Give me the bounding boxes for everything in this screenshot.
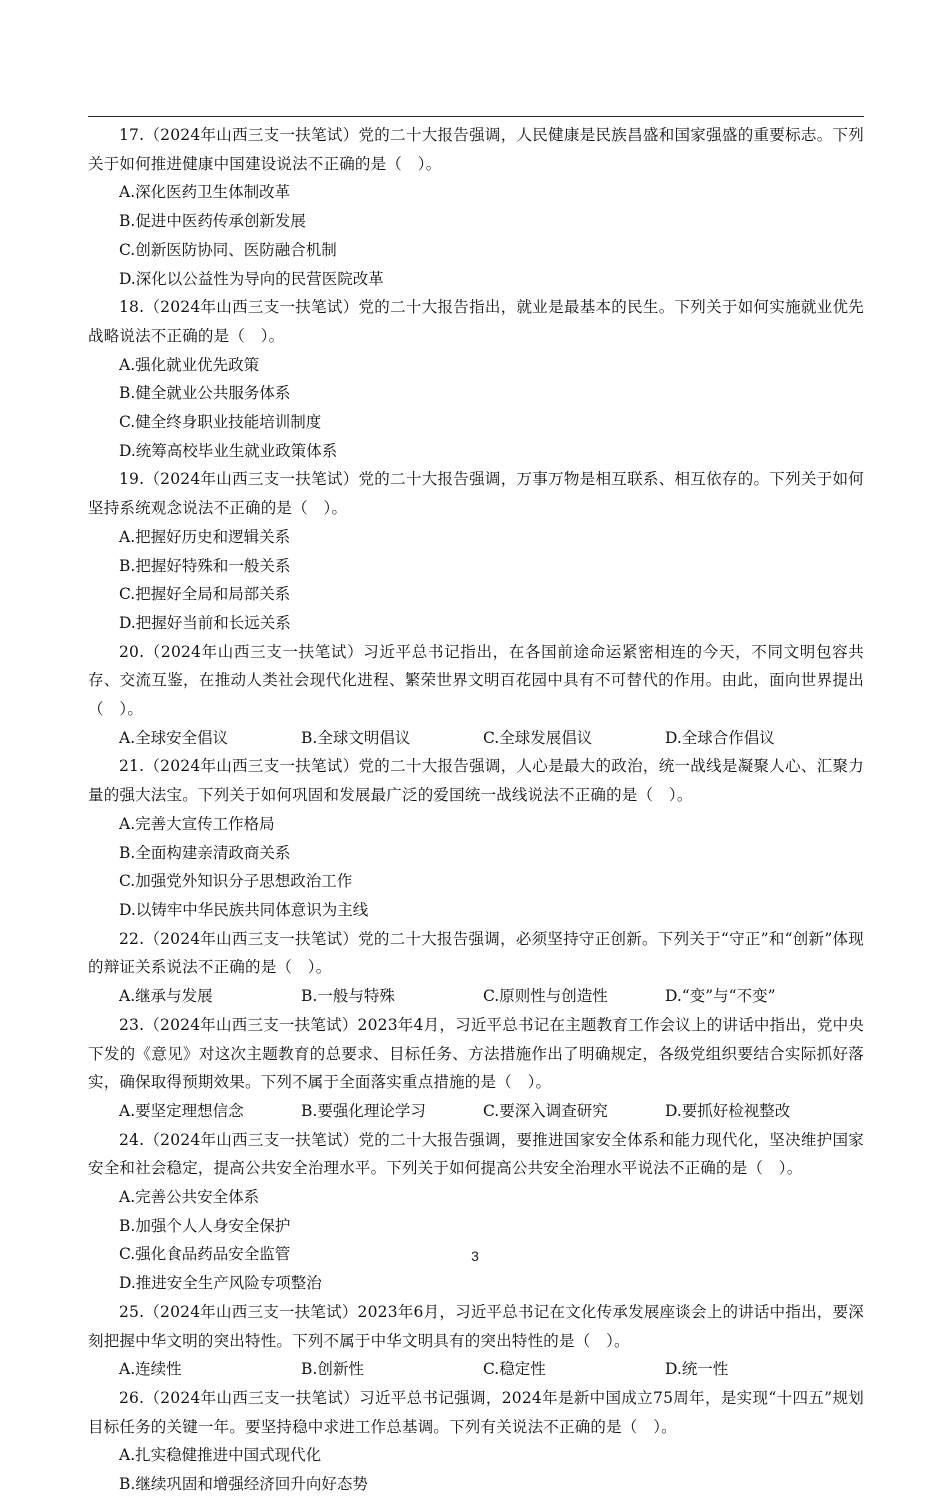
options — [88, 178, 864, 293]
page-number: 3 — [471, 1248, 479, 1264]
option-d: D.“变”与“不变” — [665, 987, 776, 1006]
option-d: D.深化以公益性为导向的民营医院改革 — [119, 269, 384, 288]
question-25 — [88, 1298, 864, 1384]
option-c: C.把握好全局和局部关系 — [119, 585, 291, 604]
question-24 — [88, 1126, 864, 1298]
question-stem: 20.（2024年山西三支一扶笔试）习近平总书记指出，在各国前途命运紧密相连的今天，不同文明包容共存、交流互鉴，在推动人类社会现代化进程、繁荣世界文明百花园中具有不可替代的作用。由此，面向世界提出（ ）。 — [88, 642, 864, 719]
question-stem: 24.（2024年山西三支一扶笔试）党的二十大报告强调，要推进国家安全体系和能力现代化，坚决维护国家安全和社会稳定，提高公共安全治理水平。下列关于如何提高公共安全治理水平说法不正确的是（ ）。 — [88, 1130, 864, 1178]
question-list — [88, 121, 864, 1499]
option-b: B.健全就业公共服务体系 — [119, 384, 291, 403]
option-d: D.要抓好检视整改 — [665, 1101, 791, 1120]
question-stem: 22.（2024年山西三支一扶笔试）党的二十大报告强调，必须坚持守正创新。下列关于“守正”和“创新”体现的辩证关系说法不正确的是（ ）。 — [88, 929, 864, 977]
option-c: C.创新医防协同、医防融合机制 — [119, 240, 337, 259]
option-b: B.把握好特殊和一般关系 — [119, 556, 291, 575]
question-stem: 23.（2024年山西三支一扶笔试）2023年4月，习近平总书记在主题教育工作会议上的讲话中指出，党中央下发的《意见》对这次主题教育的总要求、目标任务、方法措施作出了明确规定，各级党组织要结合实际抓好落实，确保取得预期效果。下列不属于全面落实重点措施的是（ ）。 — [88, 1015, 864, 1092]
option-b: B.全面构建亲清政商关系 — [119, 843, 291, 862]
options — [88, 810, 864, 925]
option-a: A.要坚定理想信念 — [119, 1101, 244, 1120]
options — [88, 724, 864, 753]
question-26 — [88, 1384, 864, 1499]
option-b: B.全球文明倡议 — [301, 728, 411, 747]
option-c: C.要深入调查研究 — [483, 1101, 608, 1120]
question-stem: 17.（2024年山西三支一扶笔试）党的二十大报告强调，人民健康是民族昌盛和国家强盛的重要标志。下列关于如何推进健康中国建设说法不正确的是（ ）。 — [88, 126, 864, 173]
options — [88, 1183, 864, 1298]
options — [88, 1097, 864, 1126]
option-d: D.统一性 — [665, 1360, 729, 1379]
option-b: B.要强化理论学习 — [301, 1101, 426, 1120]
question-stem: 21.（2024年山西三支一扶笔试）党的二十大报告强调，人心是最大的政治，统一战线是凝聚人心、汇聚力量的强大法宝。下列关于如何巩固和发展最广泛的爱国统一战线说法不正确的是（ ）。 — [88, 757, 864, 805]
question-17 — [88, 121, 864, 293]
question-stem: 19.（2024年山西三支一扶笔试）党的二十大报告强调，万事万物是相互联系、相互依存的。下列关于如何坚持系统观念说法不正确的是（ ）。 — [88, 470, 864, 518]
header-rule — [88, 116, 864, 117]
option-c: C.健全终身职业技能培训制度 — [119, 413, 322, 432]
option-c: C.稳定性 — [483, 1360, 546, 1379]
option-c: C.强化食品药品安全监管 — [119, 1245, 291, 1264]
question-23 — [88, 1011, 864, 1126]
option-a: A.连续性 — [119, 1360, 182, 1379]
option-a: A.强化就业优先政策 — [119, 355, 260, 374]
question-19 — [88, 465, 864, 637]
question-18 — [88, 293, 864, 465]
options — [88, 982, 864, 1011]
option-b: B.创新性 — [301, 1360, 364, 1379]
option-d: D.全球合作倡议 — [665, 728, 775, 747]
options — [88, 1441, 864, 1498]
options — [88, 351, 864, 466]
option-a: A.深化医药卫生体制改革 — [119, 183, 291, 202]
question-21 — [88, 752, 864, 924]
question-20 — [88, 638, 864, 753]
option-d: D.推进安全生产风险专项整治 — [119, 1274, 322, 1293]
options — [88, 1355, 864, 1384]
question-stem: 25.（2024年山西三支一扶笔试）2023年6月，习近平总书记在文化传承发展座谈会上的讲话中指出，要深刻把握中华文明的突出特性。下列不属于中华文明具有的突出特性的是（ ）。 — [88, 1302, 864, 1350]
option-a: A.全球安全倡议 — [119, 728, 229, 747]
option-b: B.一般与特殊 — [301, 987, 395, 1006]
option-d: D.统筹高校毕业生就业政策体系 — [119, 441, 338, 460]
option-b: B.促进中医药传承创新发展 — [119, 212, 306, 231]
option-d: D.把握好当前和长远关系 — [119, 613, 291, 632]
question-22 — [88, 925, 864, 1011]
option-a: A.把握好历史和逻辑关系 — [119, 527, 291, 546]
question-stem: 18.（2024年山西三支一扶笔试）党的二十大报告指出，就业是最基本的民生。下列关于如何实施就业优先战略说法不正确的是（ ）。 — [88, 298, 864, 345]
option-a: A.继承与发展 — [119, 987, 213, 1006]
option-c: C.原则性与创造性 — [483, 987, 608, 1006]
option-c: C.全球发展倡议 — [483, 728, 593, 747]
option-a: A.扎实稳健推进中国式现代化 — [119, 1446, 322, 1465]
option-c: C.加强党外知识分子思想政治工作 — [119, 872, 353, 891]
option-a: A.完善大宣传工作格局 — [119, 814, 275, 833]
option-b: B.继续巩固和增强经济回升向好态势 — [119, 1475, 368, 1494]
option-d: D.以铸牢中华民族共同体意识为主线 — [119, 900, 369, 919]
option-b: B.加强个人人身安全保护 — [119, 1216, 291, 1235]
question-stem: 26.（2024年山西三支一扶笔试）习近平总书记强调，2024年是新中国成立75周年，是实现“十四五”规划目标任务的关键一年。要坚持稳中求进工作总基调。下列有关说法不正确的是（ ）。 — [88, 1388, 864, 1436]
options — [88, 523, 864, 638]
option-a: A.完善公共安全体系 — [119, 1188, 260, 1207]
